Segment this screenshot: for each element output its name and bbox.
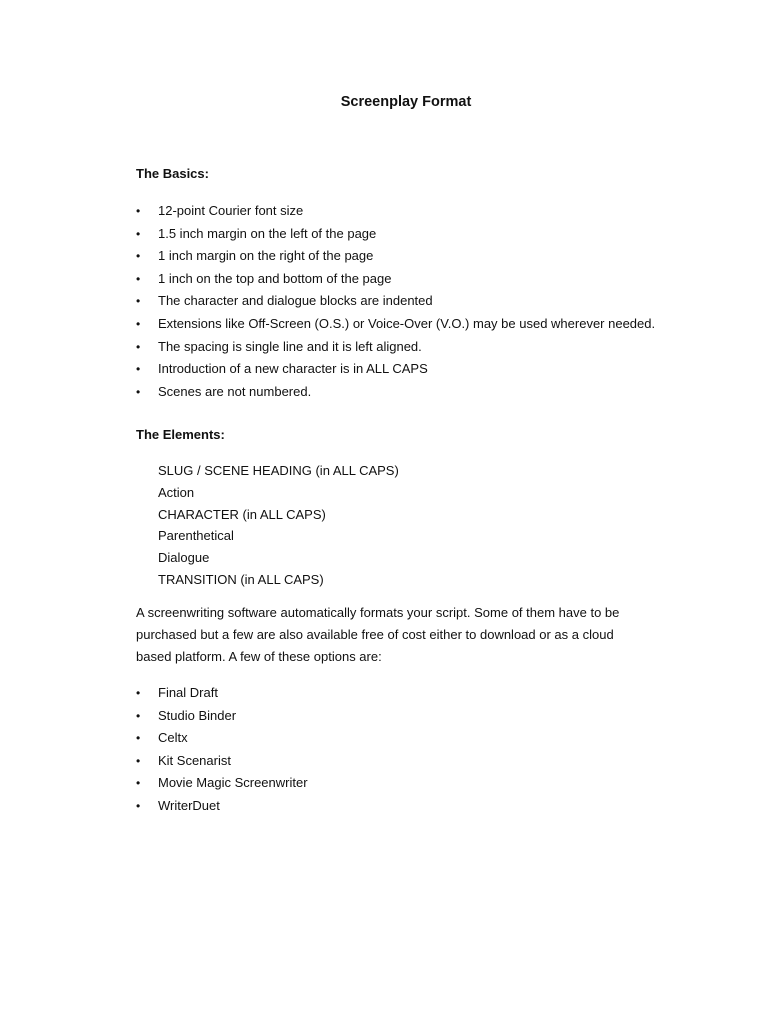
element-item: Parenthetical	[158, 528, 234, 544]
list-item-text: Extensions like Off-Screen (O.S.) or Voice-Over (V.O.) may be used wherever needed.	[158, 315, 656, 331]
list-item	[136, 223, 655, 246]
bullet-icon: •	[136, 249, 141, 264]
list-item-text: 1 inch margin on the right of the page	[158, 248, 374, 264]
list-item-text: Final Draft	[158, 685, 218, 700]
page-title: Screenplay Format	[340, 94, 472, 110]
bullet-icon: •	[136, 753, 141, 768]
software-options-list	[136, 682, 308, 818]
list-item	[136, 313, 655, 336]
list-item-text: Celtx	[158, 730, 188, 746]
elements-list	[158, 460, 399, 591]
list-item-text: Movie Magic Screenwriter	[158, 775, 308, 791]
list-item	[136, 772, 308, 795]
list-item-text: 12-point Courier font size	[158, 203, 304, 218]
list-item	[136, 727, 308, 750]
bullet-icon: •	[136, 294, 141, 309]
list-item-text: 1.5 inch margin on the left of the page	[158, 225, 377, 241]
paragraph-line: purchased but a few are also available free of cost either to download or as a cloud	[136, 627, 614, 642]
bullet-icon: •	[136, 271, 141, 286]
list-item-text: Scenes are not numbered.	[158, 383, 312, 399]
bullet-icon: •	[136, 384, 141, 399]
list-item-text: Studio Binder	[158, 707, 237, 723]
bullet-icon: •	[136, 798, 141, 813]
paragraph-line: A screenwriting software automatically formats your script. Some of them have to be	[136, 605, 620, 620]
list-item	[136, 245, 655, 268]
list-item-text: Introduction of a new character is in ALL CAPS	[158, 361, 428, 377]
list-item-text: WriterDuet	[158, 797, 220, 813]
list-item	[136, 290, 655, 313]
list-item	[136, 381, 655, 404]
bullet-icon: •	[136, 204, 141, 218]
list-item	[136, 682, 308, 705]
elements-heading: The Elements:	[136, 427, 225, 442]
bullet-icon: •	[136, 316, 141, 331]
list-item	[136, 358, 655, 381]
bullet-icon: •	[136, 226, 141, 241]
element-item: Dialogue	[158, 550, 210, 566]
basics-heading: The Basics:	[136, 166, 209, 181]
list-item-text: Kit Scenarist	[158, 752, 231, 768]
element-item: SLUG / SCENE HEADING (in ALL CAPS)	[158, 463, 399, 478]
element-item: CHARACTER (in ALL CAPS)	[158, 506, 326, 522]
list-item	[136, 200, 655, 223]
basics-list	[136, 200, 655, 403]
list-item	[136, 705, 308, 728]
paragraph-line: based platform. A few of these options are:	[136, 649, 382, 664]
list-item	[136, 795, 308, 818]
list-item-text: The character and dialogue blocks are indented	[158, 293, 433, 309]
bullet-icon: •	[136, 362, 141, 377]
bullet-icon: •	[136, 686, 141, 700]
list-item	[136, 336, 655, 359]
bullet-icon: •	[136, 776, 141, 791]
element-item: Action	[158, 484, 195, 500]
bullet-icon: •	[136, 731, 141, 746]
bullet-icon: •	[136, 708, 141, 723]
software-paragraph	[136, 602, 676, 668]
list-item	[136, 268, 655, 291]
element-item: TRANSITION (in ALL CAPS)	[158, 571, 324, 587]
bullet-icon: •	[136, 339, 141, 354]
list-item-text: 1 inch on the top and bottom of the page	[158, 270, 392, 286]
list-item-text: The spacing is single line and it is left aligned.	[158, 338, 422, 354]
list-item	[136, 750, 308, 773]
